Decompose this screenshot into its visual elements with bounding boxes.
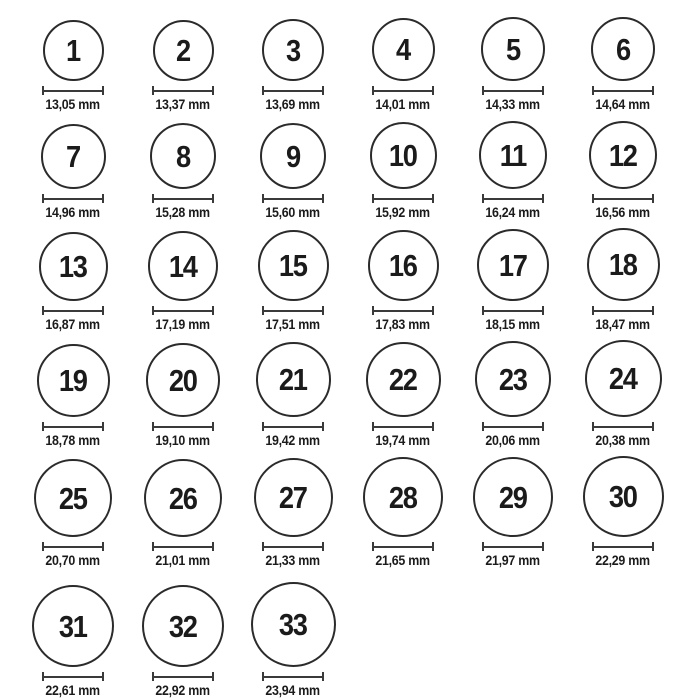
diameter-label: 17,19 mm — [155, 317, 211, 332]
ring-circle — [144, 459, 222, 537]
diameter-dimension-line — [372, 86, 434, 95]
ring-size-number: 25 — [59, 480, 87, 516]
ring-size-number: 27 — [279, 480, 307, 515]
diameter-dimension-line — [152, 194, 214, 203]
ring-size-number: 11 — [499, 137, 527, 173]
diameter-dimension-line — [372, 306, 434, 315]
ring-circle — [477, 229, 549, 301]
ring-size-item — [238, 332, 348, 448]
dimension-line-bar — [373, 198, 433, 200]
ring-circle — [258, 230, 329, 301]
diameter-label: 18,78 mm — [45, 433, 101, 448]
diameter-dimension-line — [482, 306, 544, 315]
ring-size-item — [568, 8, 678, 112]
diameter-dimension-line — [482, 422, 544, 431]
diameter-label: 21,33 mm — [265, 553, 321, 568]
dimension-line-bar — [373, 90, 433, 92]
chart-row — [18, 448, 700, 568]
diameter-dimension-line — [42, 306, 104, 315]
ring-size-item — [128, 448, 238, 568]
ring-circle — [363, 457, 443, 537]
diameter-label: 17,51 mm — [265, 317, 321, 332]
ring-size-number: 20 — [169, 362, 197, 398]
diameter-dimension-line — [42, 422, 104, 431]
diameter-label: 16,87 mm — [45, 317, 101, 332]
ring-circle — [479, 121, 547, 189]
ring-circle — [142, 585, 224, 667]
ring-size-number: 17 — [499, 247, 527, 283]
diameter-label: 21,01 mm — [155, 553, 211, 568]
chart-row — [18, 332, 700, 448]
ring-size-item — [348, 112, 458, 220]
diameter-label: 13,05 mm — [45, 97, 101, 112]
dimension-line-bar — [593, 310, 653, 312]
dimension-line-bar — [593, 90, 653, 92]
dimension-line-bar — [153, 426, 213, 428]
ring-size-item — [348, 448, 458, 568]
ring-size-item — [348, 8, 458, 112]
diameter-dimension-line — [152, 542, 214, 551]
diameter-label: 14,96 mm — [45, 205, 101, 220]
ring-circle — [589, 121, 657, 189]
ring-size-number: 21 — [279, 362, 307, 397]
dimension-line-bar — [153, 90, 213, 92]
ring-size-number: 18 — [609, 247, 637, 282]
ring-circle — [37, 344, 110, 417]
ring-circle — [153, 20, 214, 81]
ring-circle — [481, 17, 545, 81]
ring-size-item — [18, 332, 128, 448]
ring-size-number: 33 — [279, 607, 307, 642]
ring-circle — [583, 456, 664, 537]
diameter-dimension-line — [262, 422, 324, 431]
diameter-label: 18,47 mm — [595, 317, 651, 332]
dimension-line-bar — [263, 546, 323, 548]
chart-row — [18, 568, 700, 698]
diameter-label: 20,38 mm — [595, 433, 651, 448]
ring-size-number: 29 — [499, 479, 527, 515]
diameter-label: 15,60 mm — [265, 205, 321, 220]
diameter-dimension-line — [372, 422, 434, 431]
ring-size-number: 7 — [66, 139, 80, 174]
ring-circle — [366, 342, 441, 417]
diameter-label: 14,01 mm — [375, 97, 431, 112]
diameter-dimension-line — [592, 542, 654, 551]
ring-size-number: 28 — [389, 479, 417, 515]
dimension-line-bar — [153, 676, 213, 678]
diameter-label: 21,65 mm — [375, 553, 431, 568]
diameter-label: 22,29 mm — [595, 553, 651, 568]
diameter-dimension-line — [42, 86, 104, 95]
ring-size-item — [238, 568, 348, 698]
ring-size-item — [458, 332, 568, 448]
diameter-dimension-line — [262, 194, 324, 203]
ring-circle — [370, 122, 437, 189]
diameter-dimension-line — [482, 542, 544, 551]
ring-size-item — [458, 448, 568, 568]
ring-size-item — [18, 112, 128, 220]
dimension-line-bar — [43, 546, 103, 548]
dimension-line-bar — [373, 426, 433, 428]
ring-size-item — [238, 112, 348, 220]
ring-size-number: 9 — [286, 138, 300, 174]
ring-size-item — [568, 448, 678, 568]
ring-circle — [585, 340, 662, 417]
dimension-line-bar — [483, 546, 543, 548]
ring-size-item — [18, 568, 128, 698]
diameter-dimension-line — [372, 542, 434, 551]
ring-circle — [256, 342, 331, 417]
ring-size-item — [238, 220, 348, 332]
chart-row — [18, 220, 700, 332]
ring-circle — [150, 123, 216, 189]
diameter-label: 20,06 mm — [485, 433, 541, 448]
ring-size-number: 13 — [59, 249, 87, 284]
ring-circle — [372, 18, 435, 81]
diameter-dimension-line — [152, 422, 214, 431]
diameter-dimension-line — [262, 672, 324, 681]
ring-circle — [146, 343, 220, 417]
dimension-line-bar — [263, 676, 323, 678]
dimension-line-bar — [153, 310, 213, 312]
ring-size-number: 3 — [286, 32, 300, 68]
ring-size-number: 31 — [59, 608, 87, 644]
ring-size-number: 19 — [59, 363, 87, 398]
dimension-line-bar — [483, 426, 543, 428]
diameter-label: 14,64 mm — [595, 97, 651, 112]
diameter-label: 15,92 mm — [375, 205, 431, 220]
dimension-line-bar — [483, 310, 543, 312]
dimension-line-bar — [263, 426, 323, 428]
diameter-label: 13,37 mm — [155, 97, 211, 112]
diameter-label: 15,28 mm — [155, 205, 211, 220]
ring-size-number: 15 — [279, 248, 307, 283]
dimension-line-bar — [593, 426, 653, 428]
ring-size-number: 2 — [176, 33, 190, 68]
ring-size-number: 30 — [609, 479, 637, 514]
dimension-line-bar — [593, 198, 653, 200]
dimension-line-bar — [43, 90, 103, 92]
dimension-line-bar — [43, 198, 103, 200]
ring-circle — [475, 341, 551, 417]
diameter-dimension-line — [262, 306, 324, 315]
ring-size-number: 32 — [169, 608, 197, 644]
dimension-line-bar — [263, 310, 323, 312]
diameter-dimension-line — [482, 86, 544, 95]
diameter-dimension-line — [592, 306, 654, 315]
ring-size-number: 22 — [389, 362, 417, 397]
ring-size-item — [568, 332, 678, 448]
ring-circle — [260, 123, 326, 189]
diameter-dimension-line — [262, 542, 324, 551]
diameter-label: 14,33 mm — [485, 97, 541, 112]
diameter-label: 21,97 mm — [485, 553, 541, 568]
ring-size-item — [18, 448, 128, 568]
ring-circle — [368, 230, 439, 301]
ring-size-item — [568, 112, 678, 220]
ring-circle — [587, 228, 660, 301]
diameter-label: 20,70 mm — [45, 553, 101, 568]
dimension-line-bar — [263, 90, 323, 92]
ring-size-item — [238, 448, 348, 568]
diameter-label: 16,24 mm — [485, 205, 541, 220]
ring-size-item — [128, 332, 238, 448]
diameter-label: 23,94 mm — [265, 683, 321, 698]
ring-size-item — [128, 8, 238, 112]
diameter-dimension-line — [42, 672, 104, 681]
diameter-label: 16,56 mm — [595, 205, 651, 220]
dimension-line-bar — [593, 546, 653, 548]
dimension-line-bar — [153, 198, 213, 200]
ring-circle — [32, 585, 114, 667]
diameter-label: 13,69 mm — [265, 97, 321, 112]
ring-circle — [591, 17, 655, 81]
dimension-line-bar — [483, 198, 543, 200]
diameter-label: 22,92 mm — [155, 683, 211, 698]
ring-circle — [34, 459, 112, 537]
diameter-dimension-line — [482, 194, 544, 203]
diameter-dimension-line — [592, 422, 654, 431]
ring-circle — [251, 582, 336, 667]
ring-circle — [254, 458, 333, 537]
diameter-label: 19,42 mm — [265, 433, 321, 448]
diameter-dimension-line — [592, 86, 654, 95]
ring-size-item — [348, 332, 458, 448]
diameter-dimension-line — [152, 86, 214, 95]
dimension-line-bar — [373, 310, 433, 312]
ring-size-item — [128, 112, 238, 220]
ring-size-item — [348, 220, 458, 332]
diameter-dimension-line — [42, 542, 104, 551]
diameter-dimension-line — [262, 86, 324, 95]
ring-circle — [262, 19, 324, 81]
ring-size-item — [458, 220, 568, 332]
diameter-label: 22,61 mm — [45, 683, 101, 698]
ring-size-item — [18, 8, 128, 112]
dimension-line-bar — [153, 546, 213, 548]
ring-size-item — [458, 8, 568, 112]
diameter-label: 19,10 mm — [155, 433, 211, 448]
ring-size-item — [128, 220, 238, 332]
diameter-label: 18,15 mm — [485, 317, 541, 332]
ring-size-number: 6 — [616, 31, 630, 67]
dimension-line-bar — [43, 426, 103, 428]
ring-size-number: 12 — [609, 137, 637, 173]
ring-size-number: 1 — [66, 33, 80, 68]
ring-size-number: 24 — [609, 361, 637, 396]
dimension-line-bar — [483, 90, 543, 92]
diameter-dimension-line — [372, 194, 434, 203]
ring-size-item — [128, 568, 238, 698]
dimension-line-bar — [263, 198, 323, 200]
ring-size-item — [568, 220, 678, 332]
ring-circle — [473, 457, 553, 537]
ring-size-item — [238, 8, 348, 112]
diameter-dimension-line — [592, 194, 654, 203]
ring-size-number: 4 — [396, 32, 410, 67]
ring-circle — [43, 20, 104, 81]
ring-size-item — [18, 220, 128, 332]
chart-row — [18, 8, 700, 112]
diameter-dimension-line — [152, 306, 214, 315]
ring-size-number: 14 — [169, 248, 197, 284]
ring-size-item — [458, 112, 568, 220]
ring-size-number: 10 — [389, 138, 417, 173]
diameter-dimension-line — [42, 194, 104, 203]
diameter-label: 17,83 mm — [375, 317, 431, 332]
diameter-label: 19,74 mm — [375, 433, 431, 448]
diameter-dimension-line — [152, 672, 214, 681]
ring-circle — [41, 124, 106, 189]
ring-circle — [148, 231, 218, 301]
chart-row — [18, 112, 700, 220]
ring-size-number: 8 — [176, 138, 190, 174]
ring-size-number: 16 — [389, 248, 417, 283]
dimension-line-bar — [43, 676, 103, 678]
ring-circle — [39, 232, 108, 301]
dimension-line-bar — [373, 546, 433, 548]
ring-size-number: 26 — [169, 480, 197, 516]
ring-size-number: 5 — [506, 31, 520, 67]
dimension-line-bar — [43, 310, 103, 312]
ring-size-number: 23 — [499, 361, 527, 397]
